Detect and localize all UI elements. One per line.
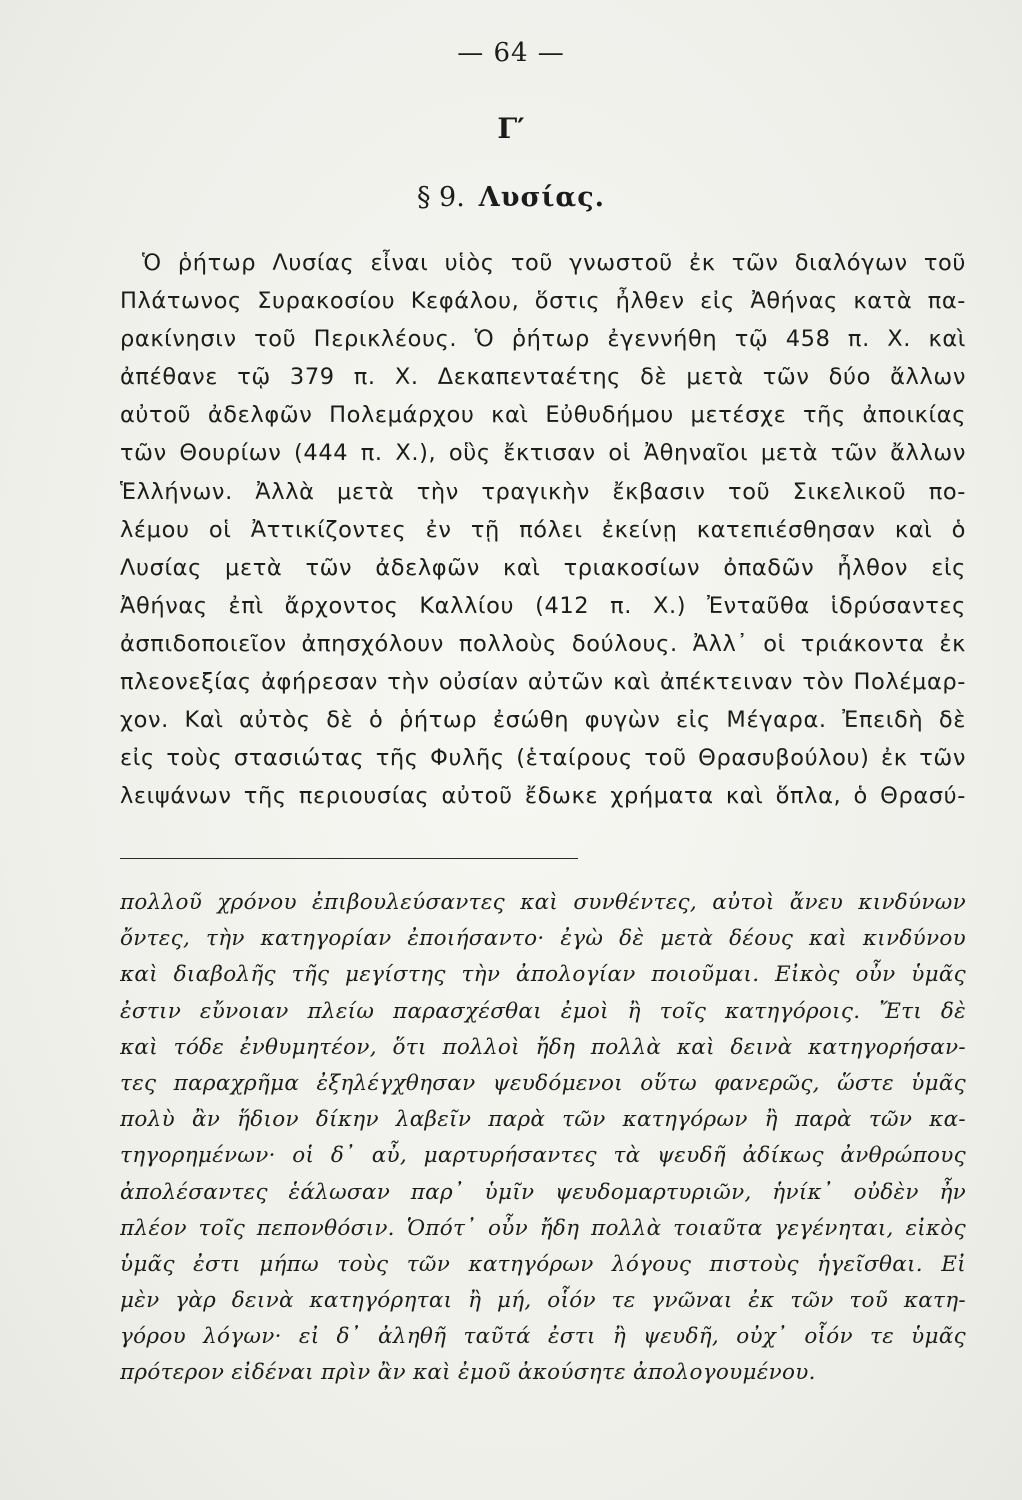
main-text [120,244,966,815]
footnote-text [120,885,966,1392]
body-line: εἰς τοὺς στασιώτας τῆς Φυλῆς (ἑταίρους τοῦ Θρασυβούλου) ἐκ τῶν [120,745,966,772]
footnote-line: πλέον τοῖς πεπονθόσιν. Ὁπότ᾽ οὖν ἤδη πολλὰ τοιαῦτα γεγένηται, εἰκὸς [120,1215,966,1241]
footnote-line: πολὺ ἂν ἥδιον δίκην λαβεῖν παρὰ τῶν κατηγόρων ἢ παρὰ τῶν κα- [120,1107,966,1133]
section-heading [0,182,1022,213]
body-line: Ἑλλήνων. Ἀλλὰ μετὰ τὴν τραγικὴν ἔκβασιν τοῦ Σικελικοῦ πο- [120,478,966,505]
page-number: — 64 — [457,38,565,68]
footnote-line: τες παραχρῆμα ἐξηλέγχθησαν ψευδόμενοι οὕτω φανερῶς, ὥστε ὑμᾶς [120,1070,966,1096]
footnote-line: γόρου λόγων· εἰ δ᾽ ἀληθῆ ταῦτά ἐστι ἢ ψευδῆ, οὐχ᾽ οἷόν τε ὑμᾶς [120,1324,966,1350]
body-line: χον. Καὶ αὐτὸς δὲ ὁ ῥήτωρ ἐσώθη φυγὼν εἰς Μέγαρα. Ἐπειδὴ δὲ [120,707,966,734]
body-line: Ἀθήνας ἐπὶ ἄρχοντος Καλλίου (412 π. Χ.) Ἐνταῦθα ἱδρύσαντες [120,592,966,619]
body-line: ἀπέθανε τῷ 379 π. Χ. Δεκαπενταέτης δὲ μετὰ τῶν δύο ἄλλων [120,364,966,391]
footnote-line: πολλοῦ χρόνου ἐπιβουλεύσαντες καὶ συνθέντες, αὐτοὶ ἄνευ κινδύνων [120,890,966,915]
body-line: Ὁ ῥήτωρ Λυσίας εἶναι υἱὸς τοῦ γνωστοῦ ἐκ τῶν διαλόγων τοῦ [142,250,966,276]
body-line: ρακίνησιν τοῦ Περικλέους. Ὁ ῥήτωρ ἐγεννήθη τῷ 458 π. Χ. καὶ [120,326,966,353]
chapter-heading: Γ′ [497,112,525,145]
footnote-divider [120,858,578,859]
footnote-line: καὶ διαβολῆς τῆς μεγίστης τὴν ἀπολογίαν ποιοῦμαι. Εἰκὸς οὖν ὑμᾶς [120,962,966,988]
footnote-line: μὲν γὰρ δεινὰ κατηγόρηται ἢ μή, οἷόν τε γνῶναι ἐκ τῶν τοῦ κατη- [120,1288,966,1314]
footnote-line: ὑμᾶς ἐστι μήπω τοὺς τῶν κατηγόρων λόγους πιστοὺς ἡγεῖσθαι. Εἰ [120,1251,966,1277]
section-title: Λυσίας. [478,182,606,213]
body-line: Πλάτωνος Συρακοσίου Κεφάλου, ὅστις ἦλθεν εἰς Ἀθήνας κατὰ πα- [120,288,966,315]
footnote-line: πρότερον εἰδέναι πρὶν ἂν καὶ ἐμοῦ ἀκούσητε ἀπολογουμένου. [120,1360,816,1386]
footnote-line: καὶ τόδε ἐνθυμητέον, ὅτι πολλοὶ ἤδη πολλὰ καὶ δεινὰ κατηγορήσαν- [120,1034,966,1060]
body-line: τῶν Θουρίων (444 π. Χ.), οὓς ἔκτισαν οἱ Ἀθηναῖοι μετὰ τῶν ἄλλων [120,440,966,467]
body-line: Λυσίας μετὰ τῶν ἀδελφῶν καὶ τριακοσίων ὀπαδῶν ἦλθον εἰς [120,554,966,581]
footnote-line: ὄντες, τὴν κατηγορίαν ἐποιήσαντο· ἐγὼ δὲ μετὰ δέους καὶ κινδύνου [120,926,966,952]
section-number: § 9. [416,182,465,213]
body-line: λειψάνων τῆς περιουσίας αὐτοῦ ἔδωκε χρήματα καὶ ὅπλα, ὁ Θρασύ- [120,783,966,810]
body-line: ἀσπιδοποιεῖον ἀπησχόλουν πολλοὺς δούλους. Ἀλλ᾽ οἱ τριάκοντα ἐκ [120,630,966,657]
footnote-line: ἐστιν εὔνοιαν πλείω παρασχέσθαι ἐμοὶ ἢ τοῖς κατηγόροις. Ἔτι δὲ [120,998,966,1024]
body-line: πλεονεξίας ἀφήρεσαν τὴν οὐσίαν αὐτῶν καὶ ἀπέκτειναν τὸν Πολέμαρ- [120,669,966,696]
body-line: λέμου οἱ Ἀττικίζοντες ἐν τῇ πόλει ἐκείνῃ κατεπιέσθησαν καὶ ὁ [120,516,966,543]
body-line: αὐτοῦ ἀδελφῶν Πολεμάρχου καὶ Εὐθυδήμου μετέσχε τῆς ἀποικίας [120,402,966,429]
footnote-line: ἀπολέσαντες ἑάλωσαν παρ᾽ ὑμῖν ψευδομαρτυριῶν, ἡνίκ᾽ οὐδὲν ἦν [120,1179,966,1205]
footnote-line: τηγορημένων· οἱ δ᾽ αὖ, μαρτυρήσαντες τὰ ψευδῆ ἀδίκως ἀνθρώπους [120,1143,966,1169]
